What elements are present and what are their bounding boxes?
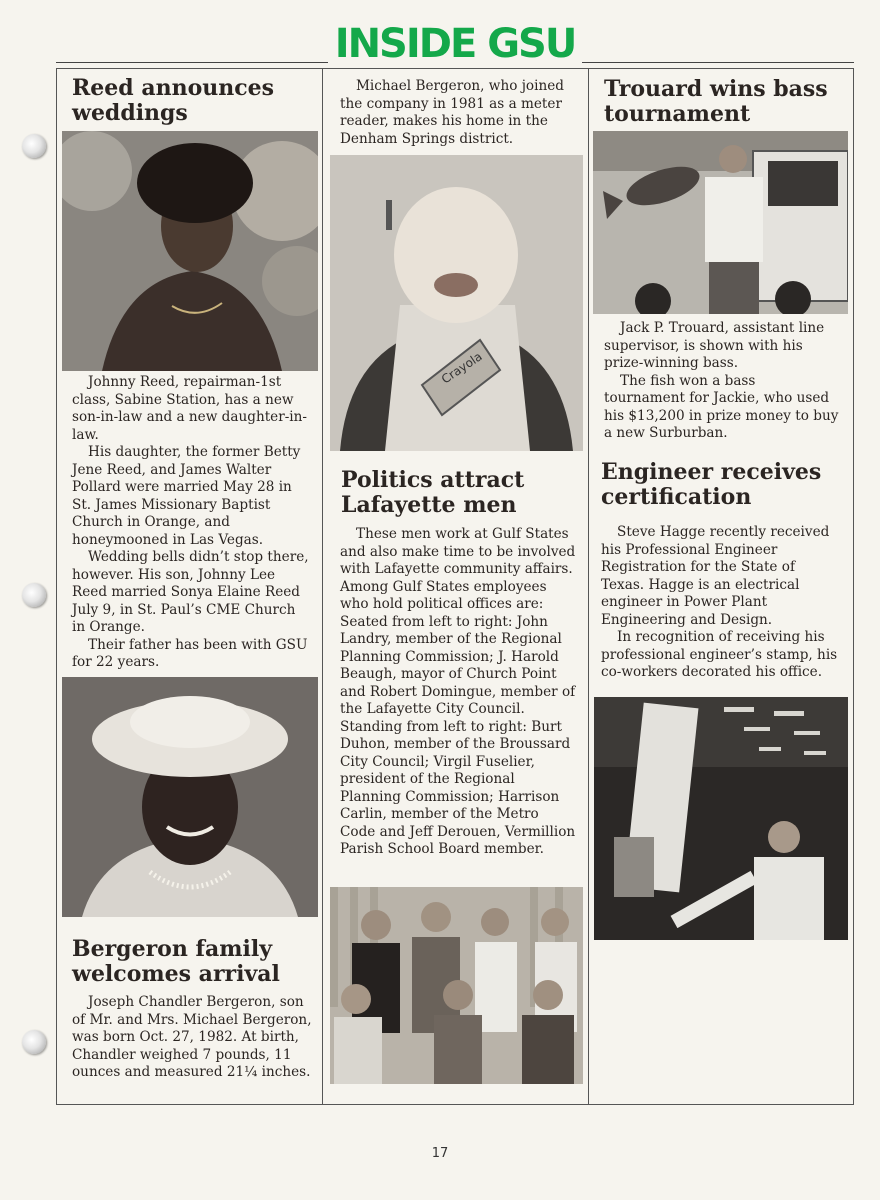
trouard-headline: Trouard wins bass tournament bbox=[604, 76, 828, 127]
bergeron-body-part2 bbox=[340, 78, 572, 148]
politics-headline: Politics attract Lafayette men bbox=[341, 467, 525, 518]
column-divider bbox=[322, 68, 323, 1105]
reed-paragraph: Johnny Reed, repairman-1st class, Sabine Station, has a new son-in-law and a new daughter-in-law. bbox=[72, 374, 307, 443]
bergeron-headline: Bergeron family welcomes arrival bbox=[72, 936, 280, 987]
reed-headline: Reed announces weddings bbox=[72, 75, 275, 126]
trouard-body bbox=[604, 320, 840, 443]
reed-paragraph: Their father has been with GSU for 22 years. bbox=[72, 636, 308, 670]
betty-reed-photo bbox=[62, 131, 318, 371]
reed-paragraph: Wedding bells didn’t stop there, however. His son, Johnny Lee Reed married Sonya Elaine Reed July 9, in St. Paul’s CME Church in Orange. bbox=[72, 549, 309, 635]
masthead-title: INSIDE GSU bbox=[334, 21, 576, 67]
reed-body bbox=[72, 374, 312, 672]
masthead-rule-right bbox=[582, 62, 854, 63]
binder-hole bbox=[22, 1030, 46, 1054]
politics-paragraph: These men work at Gulf States and also make time to be involved with Lafayette community affairs. Among Gulf States employees who hold political offices are: Seated from left to right: John Landry, member of the Regional Planning Commission; J. Harold Beaugh, mayor of Church Point and Robert Domingue, member of the Lafayette City Council. Standing from left to right: Burt Duhon, member of the Broussard City Council; Virgil Fuselier, president of the Regional Planning Commission; Harrison Carlin, member of the Metro Code and Jeff Derouen, Vermillion Parish School Board member. bbox=[340, 526, 576, 857]
binder-hole bbox=[22, 134, 46, 158]
hagge-office-photo bbox=[594, 697, 848, 940]
trouard-bass-photo bbox=[593, 131, 848, 314]
sonya-reed-photo bbox=[62, 677, 318, 917]
hagge-headline: Engineer receives certification bbox=[601, 459, 822, 510]
hagge-paragraph: Steve Hagge recently received his Professional Engineer Registration for the State of Texas. Hagge is an electrical engineer in Power Plant Engineering and Design. bbox=[601, 524, 830, 628]
politics-body bbox=[340, 526, 576, 859]
trouard-paragraph: Jack P. Trouard, assistant line supervisor, is shown with his prize-winning bass. bbox=[604, 320, 825, 371]
masthead-rule-left bbox=[56, 62, 328, 63]
baby-chandler-photo bbox=[330, 155, 583, 451]
trouard-paragraph: The fish won a bass tournament for Jackie, who used his $13,200 in prize money to buy a new Surburban. bbox=[604, 372, 839, 441]
column-divider bbox=[588, 68, 589, 1105]
bergeron-body-part1 bbox=[72, 994, 312, 1082]
crayon-box-label: Crayola bbox=[438, 349, 485, 387]
hagge-paragraph: In recognition of receiving his professional engineer’s stamp, his co-workers decorated his office. bbox=[601, 629, 838, 680]
binder-hole bbox=[22, 583, 46, 607]
bergeron-paragraph: Michael Bergeron, who joined the company in 1981 as a meter reader, makes his home in the Denham Springs district. bbox=[340, 78, 564, 147]
page-number: 17 bbox=[431, 1146, 449, 1161]
hagge-body bbox=[601, 524, 841, 682]
reed-paragraph: His daughter, the former Betty Jene Reed, and James Walter Pollard were married May 28 in St. James Missionary Baptist Church in Orange, and honeymooned in Las Vegas. bbox=[72, 444, 301, 548]
lafayette-men-photo bbox=[330, 887, 583, 1084]
bergeron-paragraph: Joseph Chandler Bergeron, son of Mr. and Mrs. Michael Bergeron, was born Oct. 27, 1982. At birth, Chandler weighed 7 pounds, 11 ounces and measured 21¼ inches. bbox=[72, 994, 312, 1080]
